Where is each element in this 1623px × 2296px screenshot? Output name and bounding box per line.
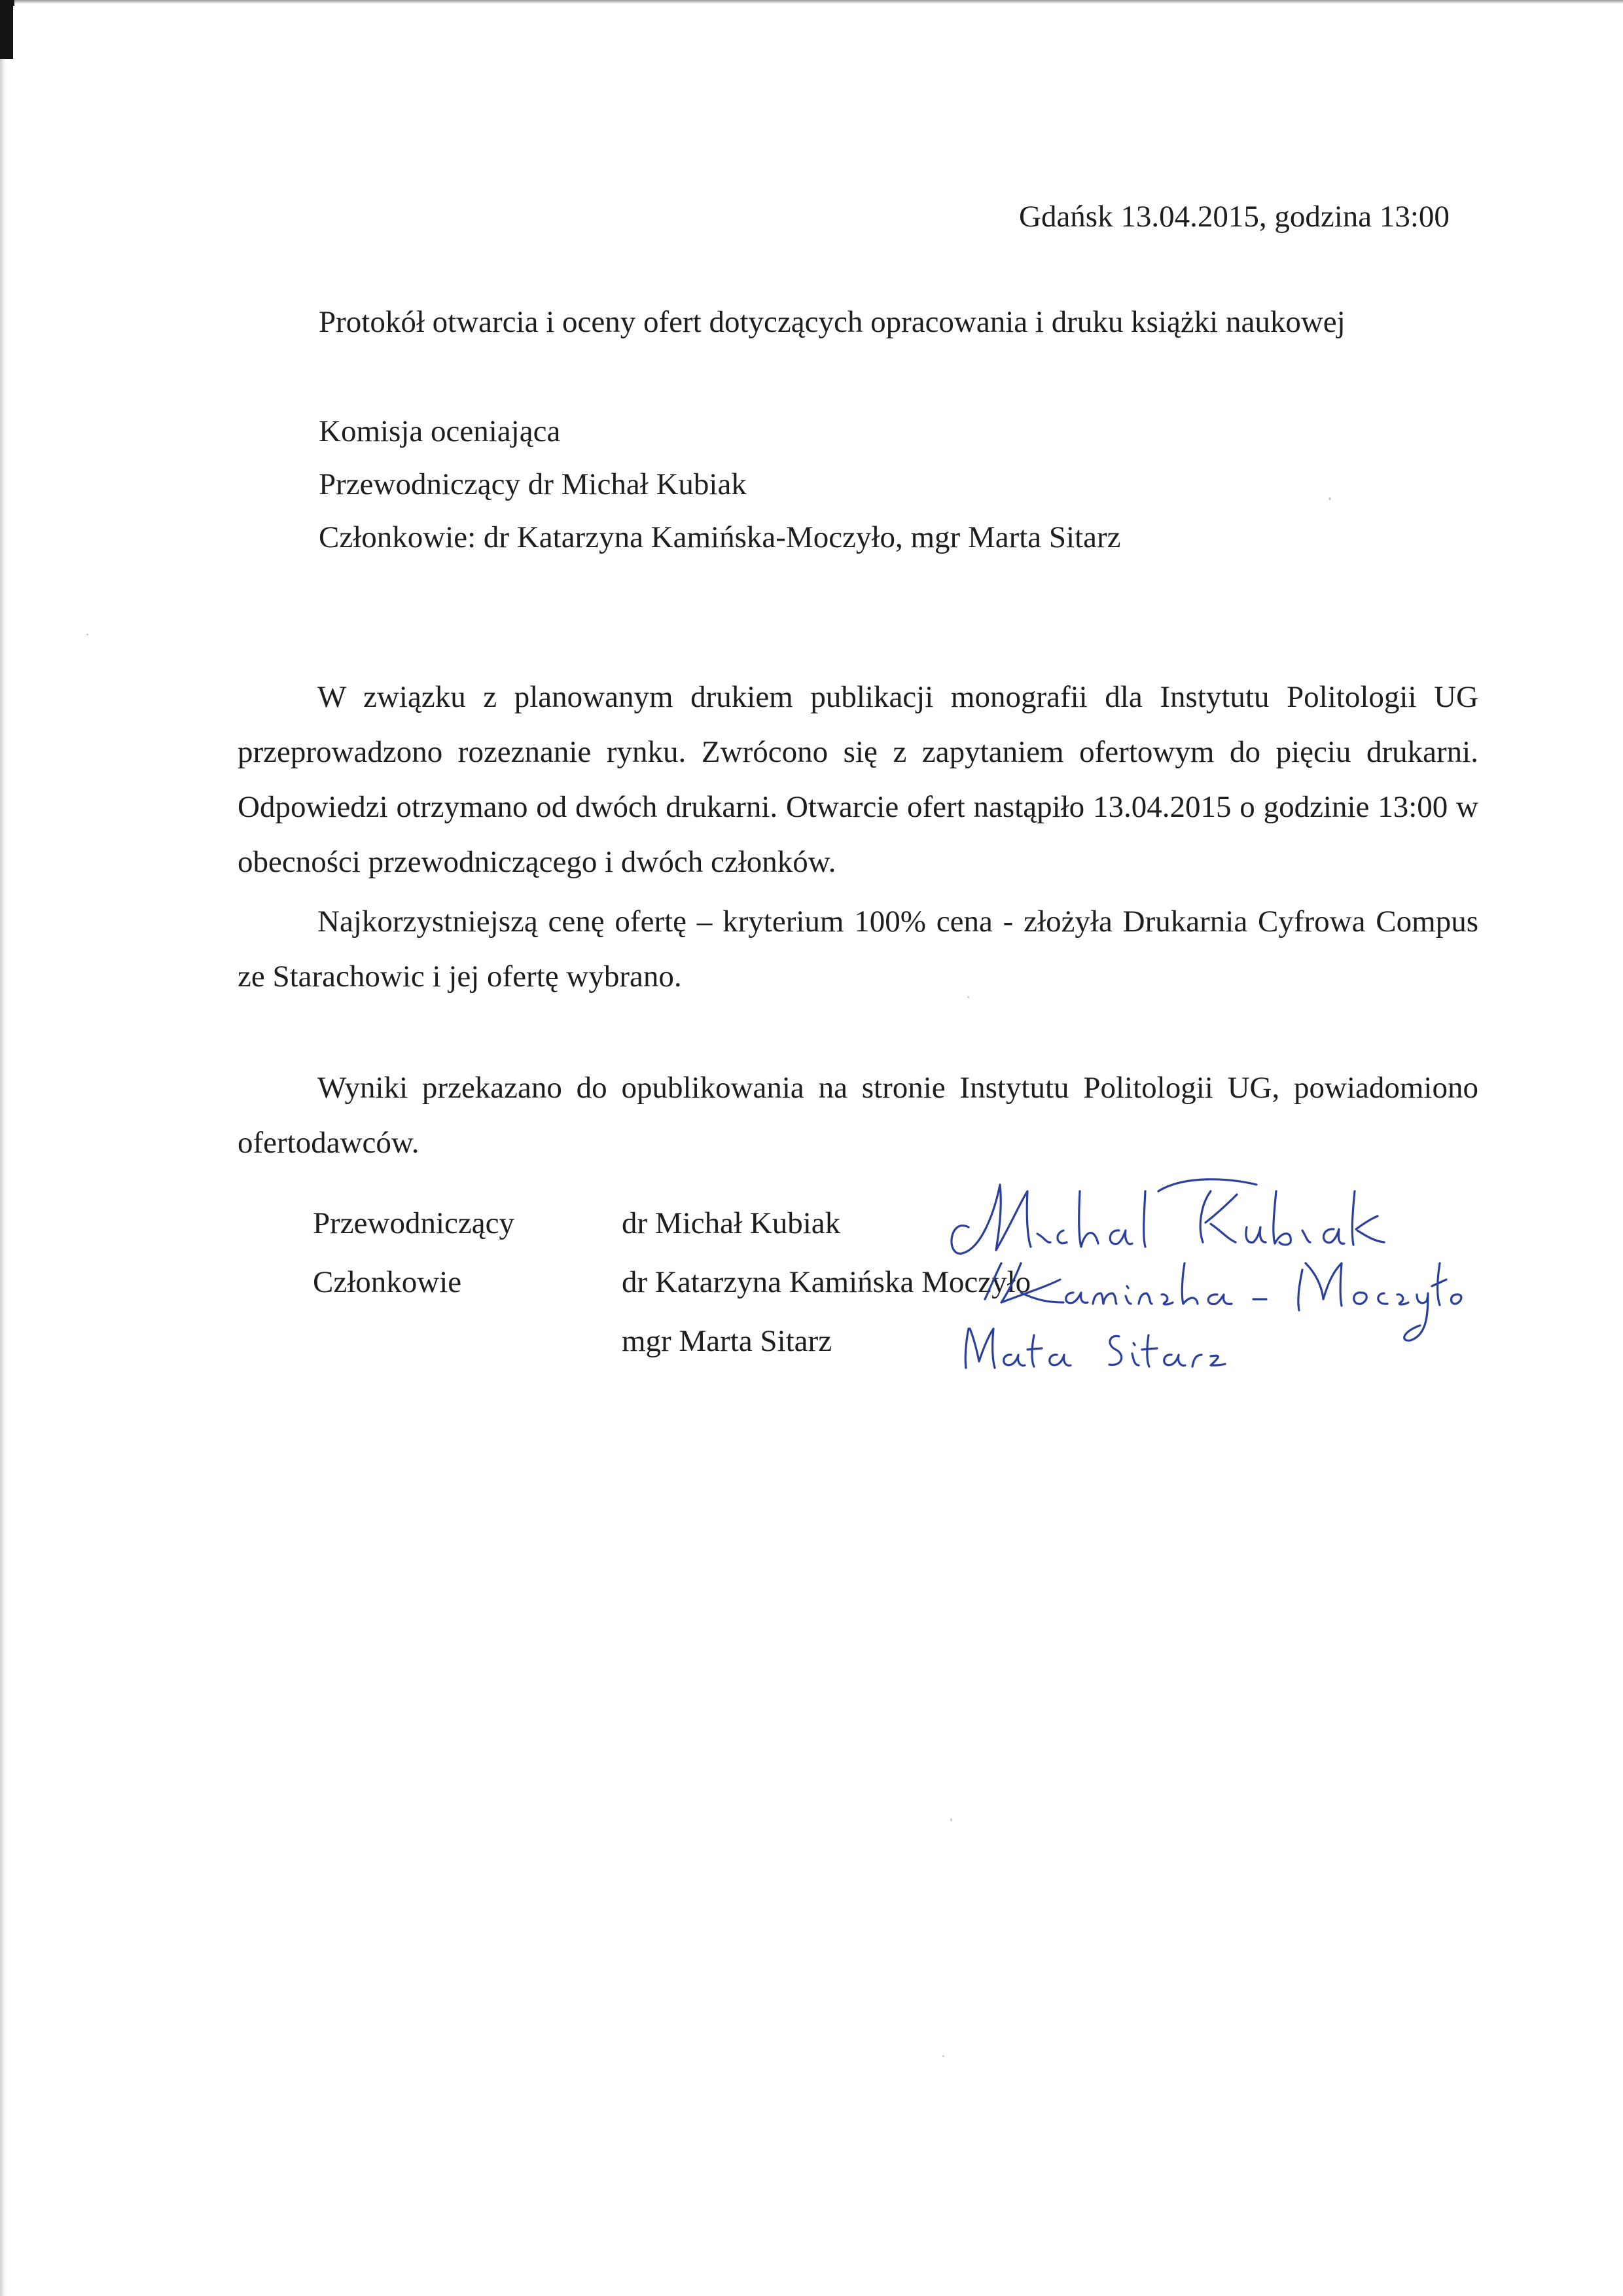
committee-block (319, 414, 1121, 573)
document-title: Protokół otwarcia i oceny ofert dotyczących opracowania i druku książki naukowej (319, 305, 1346, 339)
scan-corner-mark (0, 0, 13, 59)
scan-speck (967, 996, 969, 998)
committee-chair: Przewodniczący dr Michał Kubiak (319, 467, 747, 501)
paragraph-inquiry: W związku z planowanym drukiem publikacji monografii dla Instytutu Politologii UG przeprowadzono rozeznanie rynku. Zwrócono się z zapytaniem ofertowym do pięciu drukarni. Odpowiedzi otrzymano od dwóch drukarni. Otwarcie ofert nastąpiło 13.04.2015 o godzinie 13:00 w obecności przewodniczącego i dwóch członków. (238, 680, 1478, 879)
scan-speck (950, 1818, 952, 1821)
signature-marta-sitarz (965, 1329, 1225, 1368)
scan-speck (942, 2055, 944, 2057)
signature-kaminska-moczylo (985, 1263, 1461, 1340)
signature-name-chair: dr Michał Kubiak (622, 1206, 841, 1240)
place-date: Gdańsk 13.04.2015, godzina 13:00 (1019, 200, 1450, 234)
scan-speck (86, 634, 88, 636)
committee-heading: Komisja oceniająca (319, 414, 561, 448)
signature-role-chair: Przewodniczący (313, 1206, 514, 1240)
scan-speck (1329, 497, 1331, 500)
committee-members: Członkowie: dr Katarzyna Kamińska-Moczyło, mgr Marta Sitarz (319, 520, 1121, 554)
handwritten-signatures (923, 1165, 1531, 1381)
signature-name-member-2: mgr Marta Sitarz (622, 1324, 832, 1358)
scan-top-edge (0, 0, 1623, 4)
handwritten-signatures-drawing (923, 1165, 1531, 1381)
signature-name-member-1: dr Katarzyna Kamińska Moczyło (622, 1265, 1031, 1299)
scan-left-edge (0, 0, 7, 2296)
signature-michal-kubiak (952, 1179, 1384, 1253)
paragraph-results: Wyniki przekazano do opublikowania na stronie Instytutu Politologii UG, powiadomiono ofertodawców. (238, 1071, 1478, 1160)
signature-role-members: Członkowie (313, 1265, 462, 1299)
paragraph-selection: Najkorzystniejszą cenę ofertę – kryterium 100% cena - złożyła Drukarnia Cyfrowa Compus ze Starachowic i jej ofertę wybrano. (238, 905, 1478, 994)
